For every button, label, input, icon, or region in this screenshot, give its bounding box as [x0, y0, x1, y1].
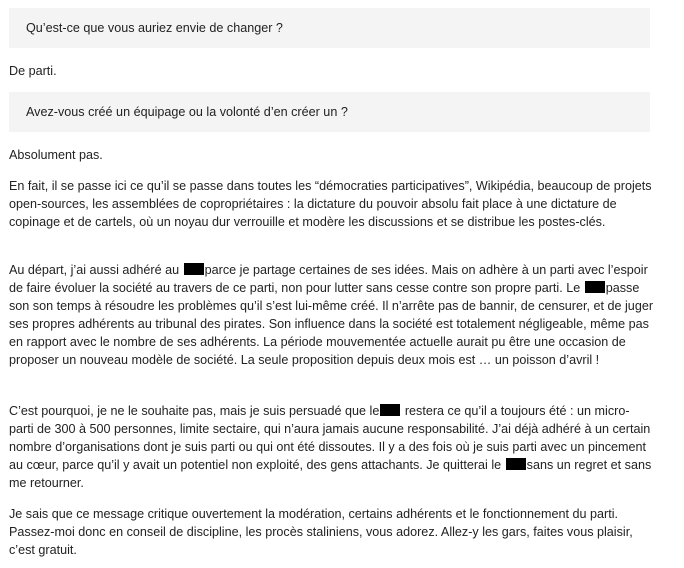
paragraph-3-part-1: C’est pourquoi, je ne le souhaite pas, mais je suis persuadé que le [9, 404, 380, 418]
paragraph-1: En fait, il se passe ici ce qu’il se passe dans toutes les “démocraties participatives”, Wikipédia, beaucoup de projets open-sources, les assemblées de copropriétaires : la dictature du pouvoir absolu fait place à une dictature de copinage et de cartels, où un noyau dur verrouille et modère les discussions et se distribue les postes-clés. [9, 179, 652, 229]
redaction-box [506, 458, 526, 470]
paragraph-2-part-1: Au départ, j’ai aussi adhéré au [9, 263, 180, 277]
paragraph-2 [9, 261, 654, 369]
answer-1: De parti. [9, 64, 57, 78]
question-block-2 [9, 92, 650, 132]
paragraph-2-part-3: passe son son temps à résoudre les problèmes qu’il s’est lui-même créé. Il n’arrête pas de bannir, de censurer, et de juger ses propres adhérents au tribunal des pirates. Son influence dans la société est totalement négligeable, même pas en rapport avec le nombre de ses adhérents. La période mouvementée actuelle aurait pu être une occasion de proposer un nouveau modèle de société. La seule proposition depuis deux mois est … un poisson d’avril ! [9, 281, 654, 367]
answer-2: Absolument pas. [9, 148, 103, 162]
redaction-box [585, 281, 605, 293]
question-block-1 [9, 8, 650, 48]
redaction-box [184, 263, 204, 275]
paragraph-3 [9, 402, 654, 492]
paragraph-3-part-3: sans un regret et sans me retourner. [9, 458, 652, 490]
question-text-1: Qu’est-ce que vous auriez envie de changer ? [26, 21, 283, 35]
paragraph-4: Je sais que ce message critique ouvertement la modération, certains adhérents et le fonctionnement du parti. Passez-moi donc en conseil de discipline, les procès staliniens, vous adorez. Allez-y les gars, faites vous plaisir, c’est gratuit. [9, 507, 633, 557]
redaction-box [380, 404, 400, 416]
paragraph-2-part-2: parce je partage certaines de ses idées. Mais on adhère à un parti avec l’espoir de faire évoluer la société au travers de ce parti, non pour lutter sans cesse contre son propre parti. Le [9, 263, 648, 295]
paragraph-3-part-2: restera ce qu’il a toujours été : un micro-parti de 300 à 500 personnes, limite sectaire, qui n’aura jamais aucune responsabilité. J’ai déjà adhéré à un certain nombre d’organisations dont je suis parti ou qui ont été dissoutes. Il y a des fois où je suis parti avec un pincement au cœur, parce qu’il y avait un potentiel non exploité, des gens attachants. Je quitterai le [9, 404, 651, 472]
question-text-2: Avez-vous créé un équipage ou la volonté d’en créer un ? [26, 105, 348, 119]
